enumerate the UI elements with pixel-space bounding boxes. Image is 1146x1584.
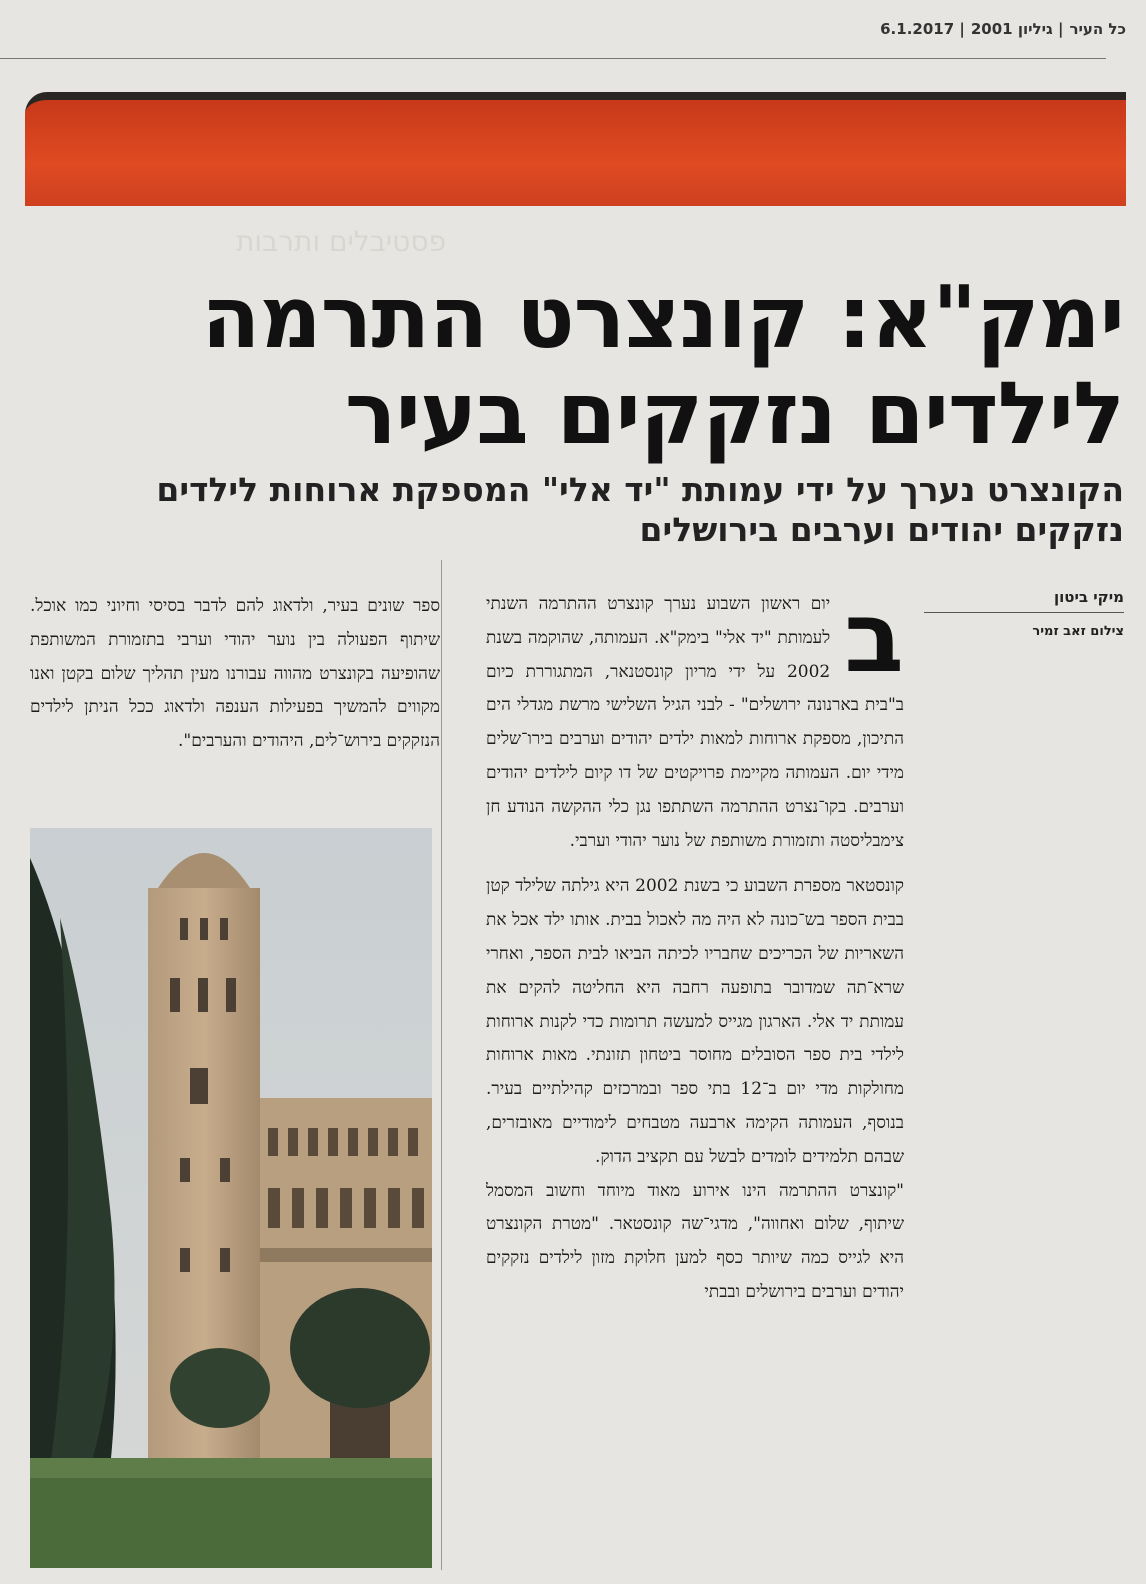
byline: [924, 588, 1124, 639]
drop-cap: ב: [844, 581, 904, 695]
article-paragraph-4: ספר שונים בעיר, ולדאוג להם לדבר בסיסי וחיוני כמו אוכל. שיתוף הפעולה בין נוער יהודי וערבי בתזמורת המשותפת שהופיעה בקונצרט מהווה עבורנו מעין תהליך שלום בקטן ואנו מקווים להמשיך בפעילות הענפה ולדאוג ככל הניתן לילדים הנזקקים בירוש־לים, היהודים והערבים".: [30, 596, 440, 752]
article-paragraph-3: "קונצרט ההתרמה הינו אירוע מאוד מיוחד וחשוב המסמל שיתוף, שלום ואחווה", מדגי־שה קונסטאר. "מטרת הקונצרט היא לגייס כמה שיותר כסף למען חלוקת מזון לילדים נזקקים יהודים וערבים בירושלים ובבתי: [486, 1180, 904, 1302]
masthead-rule: [0, 58, 1106, 59]
headline: [44, 270, 1124, 462]
subhead-line-2: נזקקים יהודים וערבים בירושלים: [639, 510, 1124, 549]
byline-author: מיקי ביטון: [924, 588, 1124, 613]
section-banner: [25, 92, 1126, 206]
banner-ghost-text: פסטיבלים ותרבות: [236, 225, 446, 258]
masthead-paper: כל העיר: [1069, 20, 1126, 38]
article-paragraph-2: קונסטאר מספרת השבוע כי בשנת 2002 היא גילתה שלילד קטן בבית הספר בש־כונה לא היה מה לאכול בבית. אותו ילד אכל את השאריות של הכריכים שחבריו לכיתה הביאו לבית הספר, ואחרי שרא־תה שמדובר בתופעה רחבה היא החליטה להקים את עמותת יד אלי. הארגון מגייס למעשה תרומות כדי לקנות ארוחות לילדי בית ספר הסובלים מחוסר ביטחון תזונתי. מאות ארוחות מחולקות מדי יום ב־12 בתי ספר ובמרכזים קהילתיים בעיר. בנוסף, העמותה הקימה ארבעה מטבחים לימודיים מאובזרים, שבהם תלמידים לומדים לבשל עם תקציב הדוק.: [486, 876, 904, 1167]
headline-line-1: ימק"א: קונצרט התרמה: [201, 268, 1124, 368]
masthead: כל העיר| גיליון 2001| 6.1.2017: [880, 20, 1126, 38]
masthead-date: 6.1.2017: [880, 20, 955, 38]
article-column-right: [486, 581, 904, 1310]
headline-line-2: לילדים נזקקים בעיר: [344, 364, 1124, 464]
article-paragraph-1: יום ראשון השבוע נערך קונצרט ההתרמה השנתי לעמותת "יד אלי" בימק"א. העמותה, שהוקמה בשנת 2002 על ידי מריון קונסטנאר, המתגוררת כיום ב"בית בארנונה ירושלים" - לבני הגיל השלישי מרשת מגדלי הים התיכון, מספקת ארוחות למאות ילדים יהודים וערבים בירו־שלים מידי יום. העמותה מקיימת פרויקטים של דו קיום לילדים יהודים וערבים. בקו־נצרט ההתרמה השתתפו נגן כלי ההקשה הנודע חן צימבליסטה ותזמורת משותפת של נוער יהודי וערבי.: [486, 594, 904, 851]
masthead-issue: גיליון 2001: [970, 20, 1053, 38]
column-divider: [441, 560, 442, 1570]
ymca-tower-photo: [30, 828, 432, 1568]
subheadline: [34, 470, 1124, 550]
ymca-building-illustration: [30, 828, 432, 1568]
subhead-line-1: הקונצרט נערך על ידי עמותת "יד אלי" המספקת ארוחות לילדים: [156, 470, 1124, 509]
article-column-left: [30, 590, 440, 759]
byline-photographer: צילום זאב זמיר: [1032, 624, 1124, 639]
